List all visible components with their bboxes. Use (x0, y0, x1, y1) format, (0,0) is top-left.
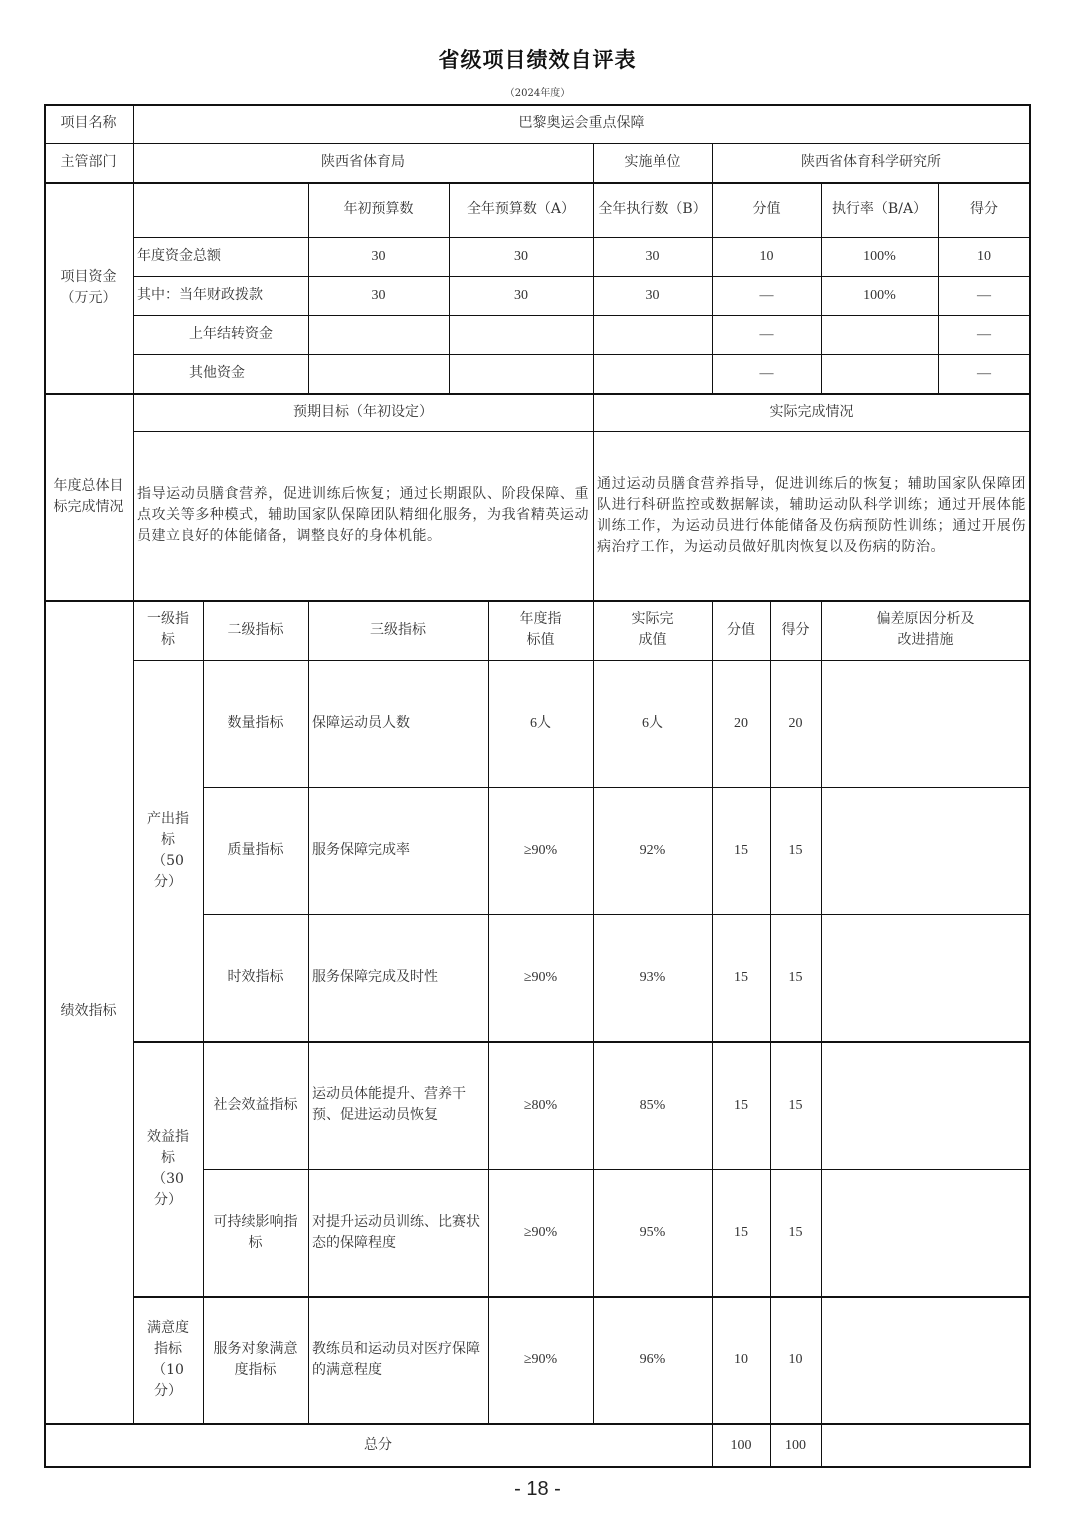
funds-cell-score (938, 354, 1030, 393)
funds-cell-executed (593, 315, 712, 354)
indicator-header-7-text: 偏差原因分析及改进措施 (876, 611, 975, 648)
level2-indicator-text: 服务对象满意度指标 (213, 1340, 298, 1378)
funds-cell-score_value (712, 237, 821, 276)
funds-cell-annual (449, 276, 593, 315)
indicators-section-label (44, 600, 133, 1423)
funds-row-label (133, 354, 308, 393)
score-value-text: 15 (734, 1225, 748, 1240)
implementing-unit-label-text: 实施单位 (624, 154, 681, 170)
target-value-text: ≥90% (523, 843, 558, 858)
level2-indicator (203, 1041, 308, 1169)
grid-line (133, 237, 1031, 238)
target-value-text: ≥80% (523, 1097, 558, 1113)
score-value-text: 10 (734, 1352, 748, 1367)
funds-row-label-text: 年度资金总额 (137, 248, 221, 264)
funds-cell-rate (821, 354, 938, 393)
grid-line (133, 354, 1031, 355)
target-value (488, 914, 593, 1041)
implementing-unit-value-text: 陕西省体育科学研究所 (801, 154, 941, 170)
grid-line (44, 600, 1031, 602)
grid-line (203, 787, 1031, 788)
funds-cell-executed (593, 237, 712, 276)
score-value (712, 787, 770, 914)
grid-line (821, 182, 822, 394)
indicator-header-0 (133, 600, 203, 660)
grid-line (133, 431, 1031, 432)
actual-value-text: 96% (639, 1352, 666, 1367)
grid-line (770, 1423, 771, 1468)
grid-line (44, 104, 1031, 106)
funds-cell-score_value (712, 276, 821, 315)
level3-indicator (308, 787, 488, 914)
level2-indicator (203, 787, 308, 914)
indicator-header-6 (770, 600, 821, 660)
actual-completion-text-text: 通过运动员膳食营养指导，促进训练后的恢复；辅助国家队保障团队进行科研监控或数据解读，辅助运动队科学训练；通过开展体能训练工作，为运动员进行体能储备及伤病预防性训练；通过开展伤病治疗工作，为运动员做好肌肉恢复以及伤病的防治。 (597, 475, 1026, 555)
year-subtitle: （2024年度） (504, 88, 571, 99)
funds-header-2-text: 全年执行数（B） (598, 201, 707, 217)
deviation-analysis (821, 1169, 1030, 1296)
implementing-unit-value (712, 143, 1030, 182)
grid-line (133, 1041, 1031, 1043)
deviation-analysis (821, 1296, 1030, 1423)
indicator-header-5-text: 分值 (727, 621, 755, 638)
grid-line (44, 182, 1031, 184)
funds-cell-initial (308, 237, 449, 276)
grid-line (44, 393, 1031, 395)
page-title: 省级项目绩效自评表 (438, 47, 637, 72)
target-value (488, 1296, 593, 1423)
level2-indicator-text: 时效指标 (227, 969, 284, 985)
funds-cell-score_value-text: — (759, 288, 774, 303)
actual-completion-text (593, 431, 1030, 600)
total-score-text: 100 (785, 1437, 806, 1453)
level2-indicator-text: 数量指标 (227, 715, 284, 731)
grid-line (308, 600, 309, 1424)
indicator-header-1-text: 二级指标 (227, 621, 284, 638)
indicator-header-2-text: 三级指标 (370, 621, 426, 638)
funds-header-1-text: 全年预算数（A） (466, 201, 576, 217)
level3-indicator-text: 服务保障完成及时性 (312, 969, 438, 985)
actual-value-text: 92% (639, 843, 666, 858)
actual-value (593, 1296, 712, 1423)
expected-goals-header-text: 预期目标（年初设定） (293, 403, 433, 420)
funds-cell-score_value (712, 315, 821, 354)
funds-header-5-text: 得分 (970, 201, 998, 217)
grid-line (449, 182, 450, 394)
target-value-text: ≥90% (523, 970, 558, 985)
level1-indicator-text: 产出指标（50分） (147, 810, 189, 890)
funds-cell-rate (821, 276, 938, 315)
target-value (488, 1041, 593, 1169)
score-value (712, 1041, 770, 1169)
grid-line (203, 914, 1031, 915)
indicator-header-3 (488, 600, 593, 660)
level3-indicator-text: 运动员体能提升、营养干预、促进运动员恢复 (312, 1086, 466, 1123)
indicator-header-4 (593, 600, 712, 660)
total-score-value (712, 1423, 770, 1467)
score-text: 10 (788, 1352, 803, 1367)
indicator-header-1 (203, 600, 308, 660)
indicator-header-4-text: 实际完成值 (631, 611, 674, 648)
funds-cell-score_value-text: — (759, 366, 774, 381)
funds-header-3 (712, 182, 821, 237)
target-value-text: ≥90% (523, 1352, 558, 1367)
grid-line (593, 393, 594, 601)
score (770, 1296, 821, 1423)
funds-cell-score (938, 315, 1030, 354)
level2-indicator (203, 660, 308, 787)
actual-value-text: 93% (639, 970, 666, 985)
score-text: 15 (788, 843, 803, 858)
score-value (712, 1169, 770, 1296)
grid-line (593, 143, 594, 183)
funds-cell-executed (593, 354, 712, 393)
funds-cell-rate (821, 315, 938, 354)
score-text: 15 (788, 1225, 803, 1240)
grid-line (712, 1423, 713, 1468)
indicator-header-7 (821, 600, 1030, 660)
funds-cell-executed-text: 30 (645, 249, 660, 264)
funds-header-1 (449, 182, 593, 237)
target-value-text: ≥90% (523, 1225, 558, 1240)
total-score (770, 1423, 821, 1467)
grid-line (712, 143, 713, 183)
actual-value (593, 660, 712, 787)
project-name-label (44, 104, 133, 143)
grid-line (203, 600, 204, 1424)
total-label-text: 总分 (364, 1436, 392, 1453)
grid-line (44, 1423, 1031, 1425)
grid-line (770, 600, 771, 1424)
grid-line (488, 600, 489, 1424)
grid-line (44, 104, 46, 1468)
goals-section-label-text: 年度总体目标完成情况 (53, 477, 124, 515)
funds-header-4 (821, 182, 938, 237)
funds-cell-initial-text: 30 (371, 249, 386, 264)
target-value-text: 6人 (530, 716, 551, 731)
funds-header-5 (938, 182, 1030, 237)
funds-header-0 (308, 182, 449, 237)
expected-goals-header (133, 393, 593, 431)
funds-header-3-text: 分值 (752, 201, 781, 217)
funds-cell-executed-text: 30 (645, 288, 660, 303)
deviation-analysis (821, 787, 1030, 914)
level2-indicator (203, 1296, 308, 1423)
grid-line (821, 1423, 822, 1468)
actual-value (593, 914, 712, 1041)
funds-row-label-text: 其中：当年财政拨款 (137, 287, 263, 303)
total-score-value-text: 100 (730, 1437, 752, 1453)
level1-indicator (133, 1041, 203, 1296)
target-value (488, 660, 593, 787)
funds-cell-annual (449, 315, 593, 354)
funds-cell-annual (449, 237, 593, 276)
funds-cell-initial (308, 315, 449, 354)
grid-line (593, 600, 594, 1424)
funds-cell-score_value-text: 10 (759, 249, 774, 264)
page-number: - 18 - (514, 1478, 561, 1500)
grid-line (44, 1466, 1031, 1468)
total-analysis (821, 1423, 1030, 1467)
score-value-text: 15 (734, 1097, 748, 1113)
grid-line (203, 1169, 1031, 1170)
indicator-header-0-text: 一级指标 (147, 611, 189, 648)
level3-indicator-text: 保障运动员人数 (312, 715, 410, 731)
indicator-header-3-text: 年度指标值 (519, 611, 562, 648)
level3-indicator-text: 对提升运动员训练、比赛状态的保障程度 (312, 1213, 480, 1251)
funds-cell-score-text: — (977, 288, 991, 303)
level3-indicator-text: 教练员和运动员对医疗保障的满意程度 (312, 1340, 480, 1378)
funds-cell-rate (821, 237, 938, 276)
department-value-text: 陕西省体育局 (321, 154, 405, 170)
grid-line (712, 600, 713, 1424)
score-text: 20 (788, 716, 803, 731)
target-value (488, 1169, 593, 1296)
funds-cell-score (938, 276, 1030, 315)
funds-cell-executed (593, 276, 712, 315)
level3-indicator (308, 1169, 488, 1296)
score-value-text: 15 (734, 843, 748, 858)
grid-line (133, 1296, 1031, 1298)
level1-indicator-text: 满意度指标（10分） (147, 1319, 189, 1399)
funds-cell-score_value-text: — (759, 327, 774, 342)
score-text: 15 (788, 1097, 803, 1113)
level3-indicator (308, 914, 488, 1041)
score-value (712, 660, 770, 787)
funds-row-label-text: 上年结转资金 (189, 326, 273, 342)
actual-value-text: 6人 (642, 716, 663, 731)
funds-cell-score-text: — (977, 366, 991, 381)
expected-goals-text (133, 431, 593, 600)
level2-indicator-text: 可持续影响指标 (213, 1213, 298, 1251)
level1-indicator-text: 效益指标（30分） (147, 1128, 189, 1208)
funds-section-label (44, 182, 133, 393)
level3-indicator (308, 1041, 488, 1169)
level3-indicator (308, 1296, 488, 1423)
grid-line (133, 315, 1031, 316)
actual-value-text: 95% (639, 1225, 666, 1240)
total-label (44, 1423, 712, 1467)
goals-section-label (44, 393, 133, 600)
grid-line (133, 276, 1031, 277)
score-value-text: 15 (734, 970, 748, 985)
funds-cell-score_value (712, 354, 821, 393)
grid-line (133, 660, 1031, 661)
actual-value (593, 1041, 712, 1169)
score (770, 787, 821, 914)
score-value (712, 1296, 770, 1423)
target-value (488, 787, 593, 914)
actual-completion-header (593, 393, 1030, 431)
funds-row-label-text: 其他资金 (189, 365, 245, 381)
funds-cell-score-text: 10 (977, 249, 991, 264)
funds-cell-annual (449, 354, 593, 393)
level2-indicator (203, 1169, 308, 1296)
level3-indicator-text: 服务保障完成率 (312, 842, 410, 858)
indicators-section-label-text: 绩效指标 (60, 1003, 117, 1019)
level2-indicator-text: 社会效益指标 (213, 1096, 298, 1113)
score (770, 1169, 821, 1296)
actual-value-text: 85% (639, 1097, 666, 1113)
deviation-analysis (821, 914, 1030, 1041)
grid-line (1029, 104, 1031, 1468)
project-name-value-text: 巴黎奥运会重点保障 (518, 115, 645, 131)
grid-line (308, 182, 309, 394)
score-text: 15 (788, 970, 803, 985)
funds-cell-initial-text: 30 (371, 288, 386, 303)
indicator-header-2 (308, 600, 488, 660)
funds-header-0-text: 年初预算数 (343, 201, 414, 217)
grid-line (938, 182, 939, 394)
actual-value (593, 787, 712, 914)
grid-line (44, 143, 1031, 144)
funds-header-4-text: 执行率（B/A） (831, 201, 928, 217)
department-label-text: 主管部门 (60, 154, 117, 170)
funds-cell-initial (308, 354, 449, 393)
score-value (712, 914, 770, 1041)
funds-row-label (133, 237, 308, 276)
funds-header-2 (593, 182, 712, 237)
project-name-value (133, 104, 1030, 143)
indicator-header-6-text: 得分 (781, 621, 810, 638)
score (770, 914, 821, 1041)
deviation-analysis (821, 1041, 1030, 1169)
level3-indicator (308, 660, 488, 787)
grid-line (712, 182, 713, 394)
funds-row-label (133, 276, 308, 315)
score (770, 660, 821, 787)
actual-value (593, 1169, 712, 1296)
funds-cell-rate-text: 100% (863, 288, 896, 303)
indicator-header-5 (712, 600, 770, 660)
expected-goals-text-text: 指导运动员膳食营养，促进训练后恢复；通过长期跟队、阶段保障、重点攻关等多种模式，辅助国家队保障团队精细化服务，为我省精英运动员建立良好的体能储备，调整良好的身体机能。 (137, 486, 589, 544)
funds-cell-score (938, 237, 1030, 276)
level2-indicator-text: 质量指标 (227, 842, 284, 858)
funds-row-label (133, 315, 308, 354)
funds-cell-annual-text: 30 (514, 249, 528, 264)
department-label (44, 143, 133, 182)
funds-section-label-text: 项目资金（万元） (60, 268, 117, 306)
department-value (133, 143, 593, 182)
score (770, 1041, 821, 1169)
level1-indicator (133, 1296, 203, 1423)
funds-cell-score-text: — (977, 327, 991, 342)
score-value-text: 20 (734, 716, 748, 731)
funds-cell-initial (308, 276, 449, 315)
grid-line (593, 182, 594, 394)
deviation-analysis (821, 660, 1030, 787)
actual-completion-header-text: 实际完成情况 (769, 403, 854, 420)
level1-indicator (133, 660, 203, 1041)
grid-line (133, 104, 134, 1424)
funds-cell-rate-text: 100% (863, 249, 896, 264)
implementing-unit-label (593, 143, 712, 182)
level2-indicator (203, 914, 308, 1041)
funds-cell-annual-text: 30 (514, 288, 528, 303)
project-name-label-text: 项目名称 (60, 115, 117, 131)
grid-line (821, 600, 822, 1424)
